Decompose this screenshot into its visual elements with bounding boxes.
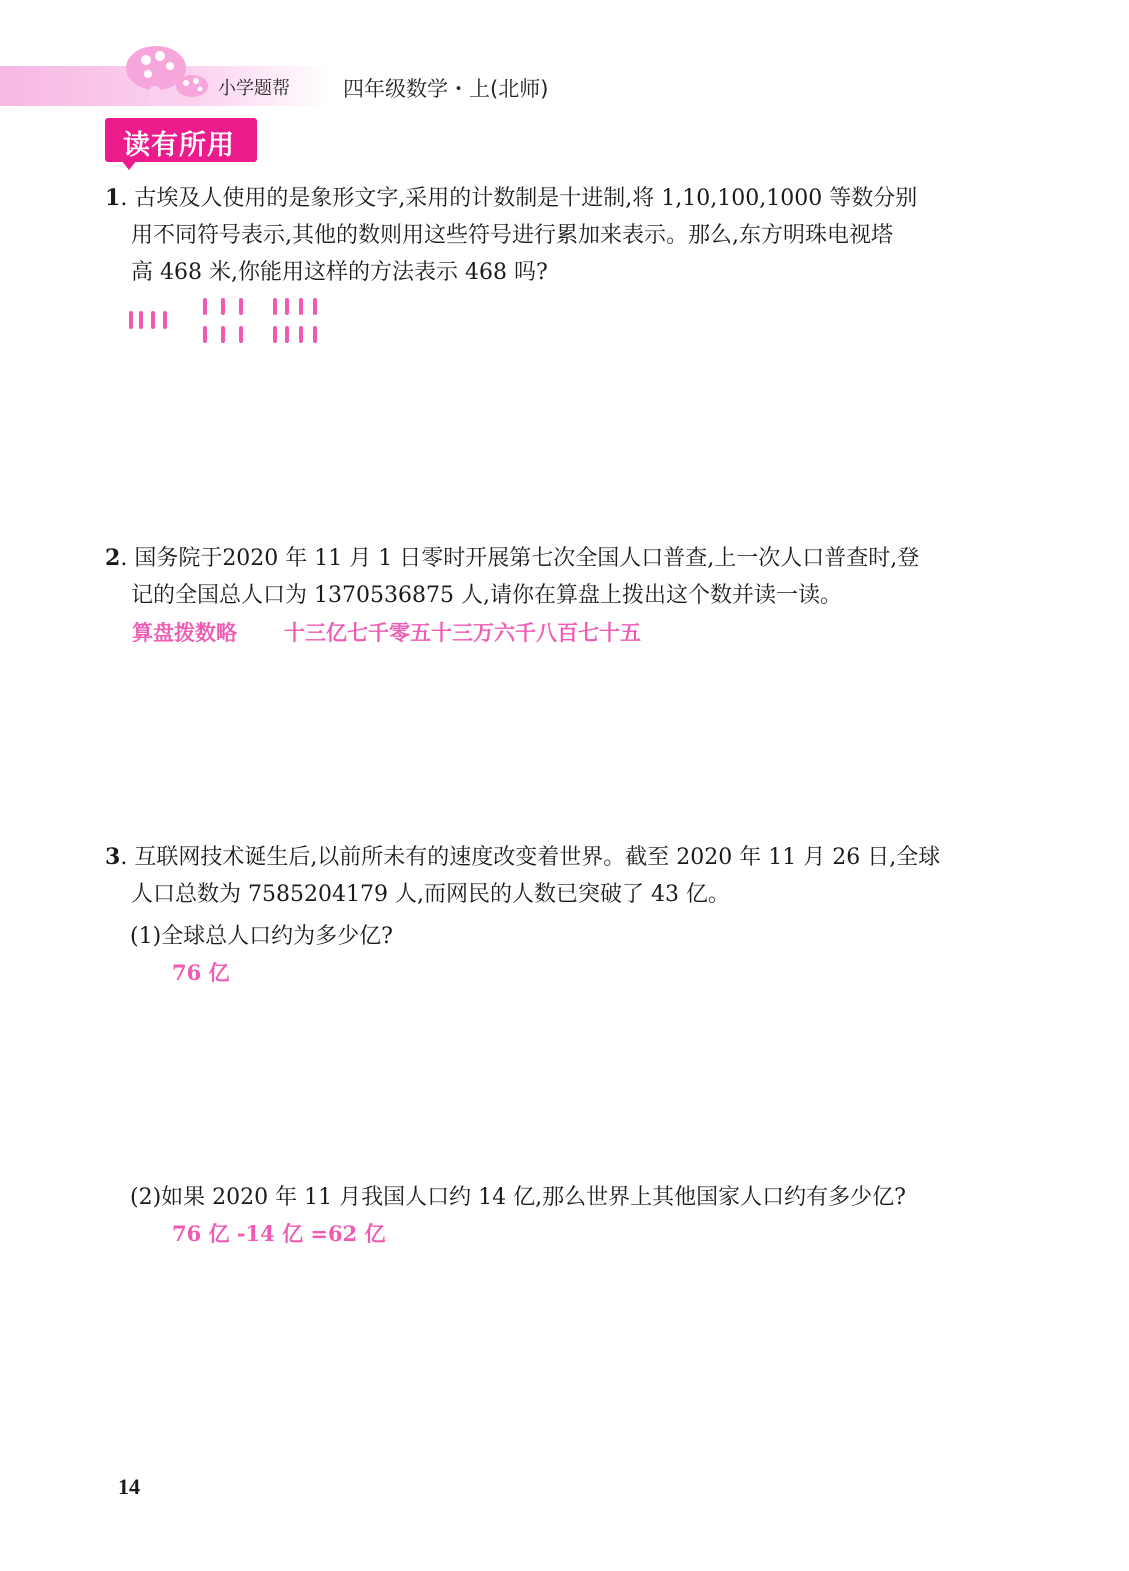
tally-group-ones [275,300,315,341]
question-text-line: 记的全国总人口为 1370536875 人,请你在算盘上拨出这个数并读一读。 [131,583,842,608]
tally-group-hundreds [131,313,165,327]
question-number: 2 [105,545,121,571]
book-title: 四年级数学・上(北师) [343,77,549,101]
question-number: 3 [105,844,121,870]
section-tab-label: 读有所用 [123,130,235,161]
sub-question-1: (1)全球总人口约为多少亿? [130,924,393,949]
question-text-line: 国务院于2020 年 11 月 1 日零时开展第七次全国人口普查,上一次人口普查时,登 [134,546,920,571]
answer-text: 76 亿 -14 亿 =62 亿 [172,1221,386,1246]
question-text-line: 古埃及人使用的是象形文字,采用的计数制是十进制,将 1,10,100,1000 等数分别 [134,186,918,211]
section-tab [105,118,257,172]
question-3: 3. 互联网技术诞生后,以前所未有的速度改变着世界。截至 2020 年 11 月 26 日,全球 人口总数为 7585204179 人,而网民的人数已突破了 43 亿。 [105,839,1030,913]
question-number: 1 [105,185,121,211]
brand-name: 小学题帮 [218,78,290,99]
sub-question-2: (2)如果 2020 年 11 月我国人口约 14 亿,那么世界上其他国家人口约有多少亿? [130,1185,906,1210]
question-text-line: 高 468 米,你能用这样的方法表示 468 吗? [131,260,548,285]
answer-text: 算盘拨数略 [132,620,237,645]
answer-text: 76 亿 [172,960,230,985]
question-text-line: 人口总数为 7585204179 人,而网民的人数已突破了 43 亿。 [131,882,730,907]
page-number: 14 [118,1474,140,1499]
question-text-line: 用不同符号表示,其他的数则用这些符号进行累加来表示。那么,东方明珠电视塔 [131,223,893,248]
tally-answer [125,296,335,348]
mushroom-logo-icon [118,42,218,112]
tally-group-tens [205,300,241,341]
question-text-line: 互联网技术诞生后,以前所未有的速度改变着世界。截至 2020 年 11 月 26 日,全球 [134,845,941,870]
answer-text: 十三亿七千零五十三万六千八百七十五 [284,620,641,645]
question-1: 1. 古埃及人使用的是象形文字,采用的计数制是十进制,将 1,10,100,1000 等数分别 用不同符号表示,其他的数则用这些符号进行累加来表示。那么,东方明珠电视塔 高 468 米,你能用这样的方法表示 468 吗? [105,180,1030,291]
question-2: 2. 国务院于2020 年 11 月 1 日零时开展第七次全国人口普查,上一次人口普查时,登 记的全国总人口为 1370536875 人,请你在算盘上拨出这个数并读一读。 [105,540,1030,614]
